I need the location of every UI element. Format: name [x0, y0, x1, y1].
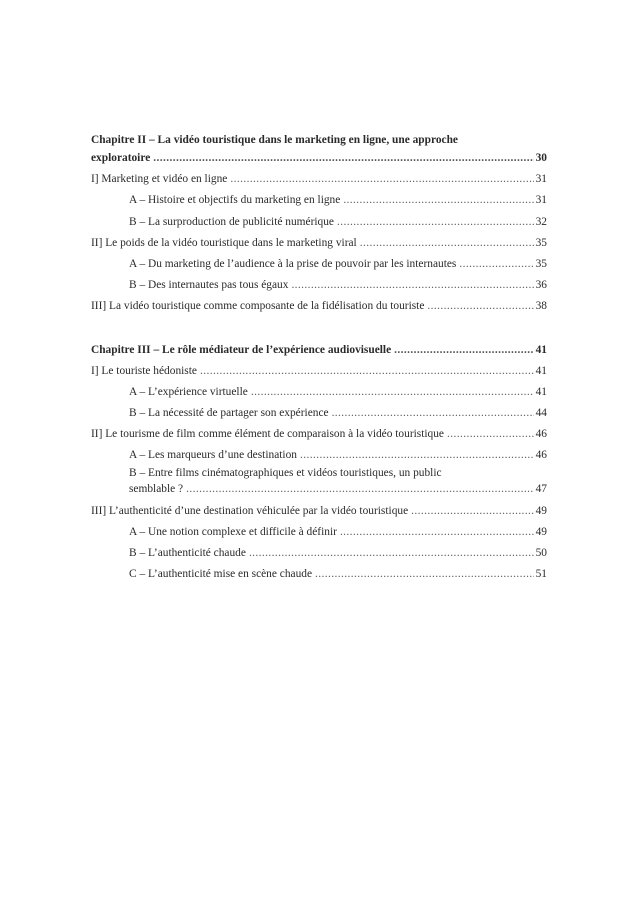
dot-leader [459, 257, 533, 271]
dot-leader [153, 151, 533, 165]
subsection-title: A – Du marketing de l’audience à la prise de pouvoir par les internautes [129, 257, 457, 270]
page-number: 36 [535, 279, 547, 292]
page-number: 41 [535, 343, 547, 356]
subsection-title-line2: semblable ? [129, 483, 184, 496]
toc-subsection-cont [91, 480, 547, 496]
toc-subsection [91, 250, 547, 271]
dot-leader [251, 385, 534, 399]
toc-subsection [91, 378, 547, 399]
page-number: 31 [535, 173, 547, 186]
dot-leader [300, 448, 534, 462]
page-number: 46 [535, 428, 547, 441]
dot-leader [340, 525, 534, 539]
dot-leader [343, 193, 533, 207]
dot-leader [230, 172, 533, 186]
dot-leader [411, 504, 533, 518]
page-number: 38 [535, 300, 547, 313]
dot-leader [427, 299, 533, 313]
toc-subsection [91, 560, 547, 581]
chapter-2-title-line1: Chapitre II – La vidéo touristique dans le marketing en ligne, une approche [91, 134, 458, 146]
subsection-title: A – L’expérience virtuelle [129, 385, 248, 398]
page-number: 49 [535, 525, 547, 538]
dot-leader [337, 215, 534, 229]
section-title: I] Marketing et vidéo en ligne [91, 173, 228, 186]
page-number: 51 [535, 568, 547, 581]
section-title: II] Le tourisme de film comme élément de comparaison à la vidéo touristique [91, 428, 444, 441]
toc-subsection [91, 462, 547, 480]
page-number: 30 [535, 152, 547, 164]
chapter-3-title: Chapitre III – Le rôle médiateur de l’expérience audiovisuelle [91, 343, 392, 356]
section-title: I] Le touriste hédoniste [91, 364, 197, 377]
chapter-2-heading [91, 131, 547, 147]
subsection-title: B – L’authenticité chaude [129, 547, 246, 559]
toc-subsection [91, 441, 547, 462]
page-number: 41 [535, 385, 547, 398]
chapter-2-title-line2: exploratoire [91, 152, 151, 164]
toc-section [91, 496, 547, 517]
toc-subsection [91, 186, 547, 207]
page-number: 31 [535, 194, 547, 207]
toc-section [91, 165, 547, 186]
page-number: 44 [535, 407, 547, 420]
subsection-title: A – Histoire et objectifs du marketing en ligne [129, 194, 341, 207]
page-number: 49 [535, 504, 547, 517]
page-number: 47 [535, 483, 547, 496]
toc-subsection [91, 207, 547, 228]
dot-leader [360, 236, 534, 250]
toc-subsection [91, 518, 547, 539]
subsection-title-line1: B – Entre films cinématographiques et vidéos touristiques, un public [129, 467, 442, 480]
dot-leader [315, 567, 534, 581]
section-title: III] La vidéo touristique comme composante de la fidélisation du touriste [91, 300, 425, 313]
page-number: 35 [535, 236, 547, 249]
subsection-title: B – La surproduction de publicité numérique [129, 215, 334, 228]
section-title: III] L’authenticité d’une destination véhiculée par la vidéo touristique [91, 504, 409, 517]
subsection-title: B – La nécessité de partager son expérience [129, 407, 329, 420]
chapter-gap [91, 313, 547, 335]
page-number: 41 [535, 364, 547, 377]
toc-subsection [91, 399, 547, 420]
section-title: II] Le poids de la vidéo touristique dans le marketing viral [91, 236, 357, 249]
chapter-2-heading-cont [91, 147, 547, 165]
dot-leader [291, 278, 533, 292]
toc-section [91, 420, 547, 441]
dot-leader [447, 427, 534, 441]
dot-leader [332, 406, 534, 420]
page-number: 35 [535, 257, 547, 270]
dot-leader [249, 546, 534, 560]
subsection-title: B – Des internautes pas tous égaux [129, 279, 289, 292]
subsection-title: A – Les marqueurs d’une destination [129, 449, 297, 462]
dot-leader [394, 343, 533, 357]
dot-leader [186, 482, 534, 496]
toc-section [91, 292, 547, 313]
dot-leader [200, 364, 534, 378]
toc-subsection [91, 539, 547, 560]
chapter-3-heading [91, 335, 547, 356]
toc-subsection [91, 271, 547, 292]
table-of-contents [91, 131, 547, 581]
page-number: 32 [535, 215, 547, 228]
subsection-title: A – Une notion complexe et difficile à définir [129, 525, 337, 538]
subsection-title: C – L’authenticité mise en scène chaude [129, 568, 313, 581]
page-number: 50 [535, 547, 547, 559]
toc-section [91, 229, 547, 250]
toc-section [91, 357, 547, 378]
page-number: 46 [535, 449, 547, 462]
